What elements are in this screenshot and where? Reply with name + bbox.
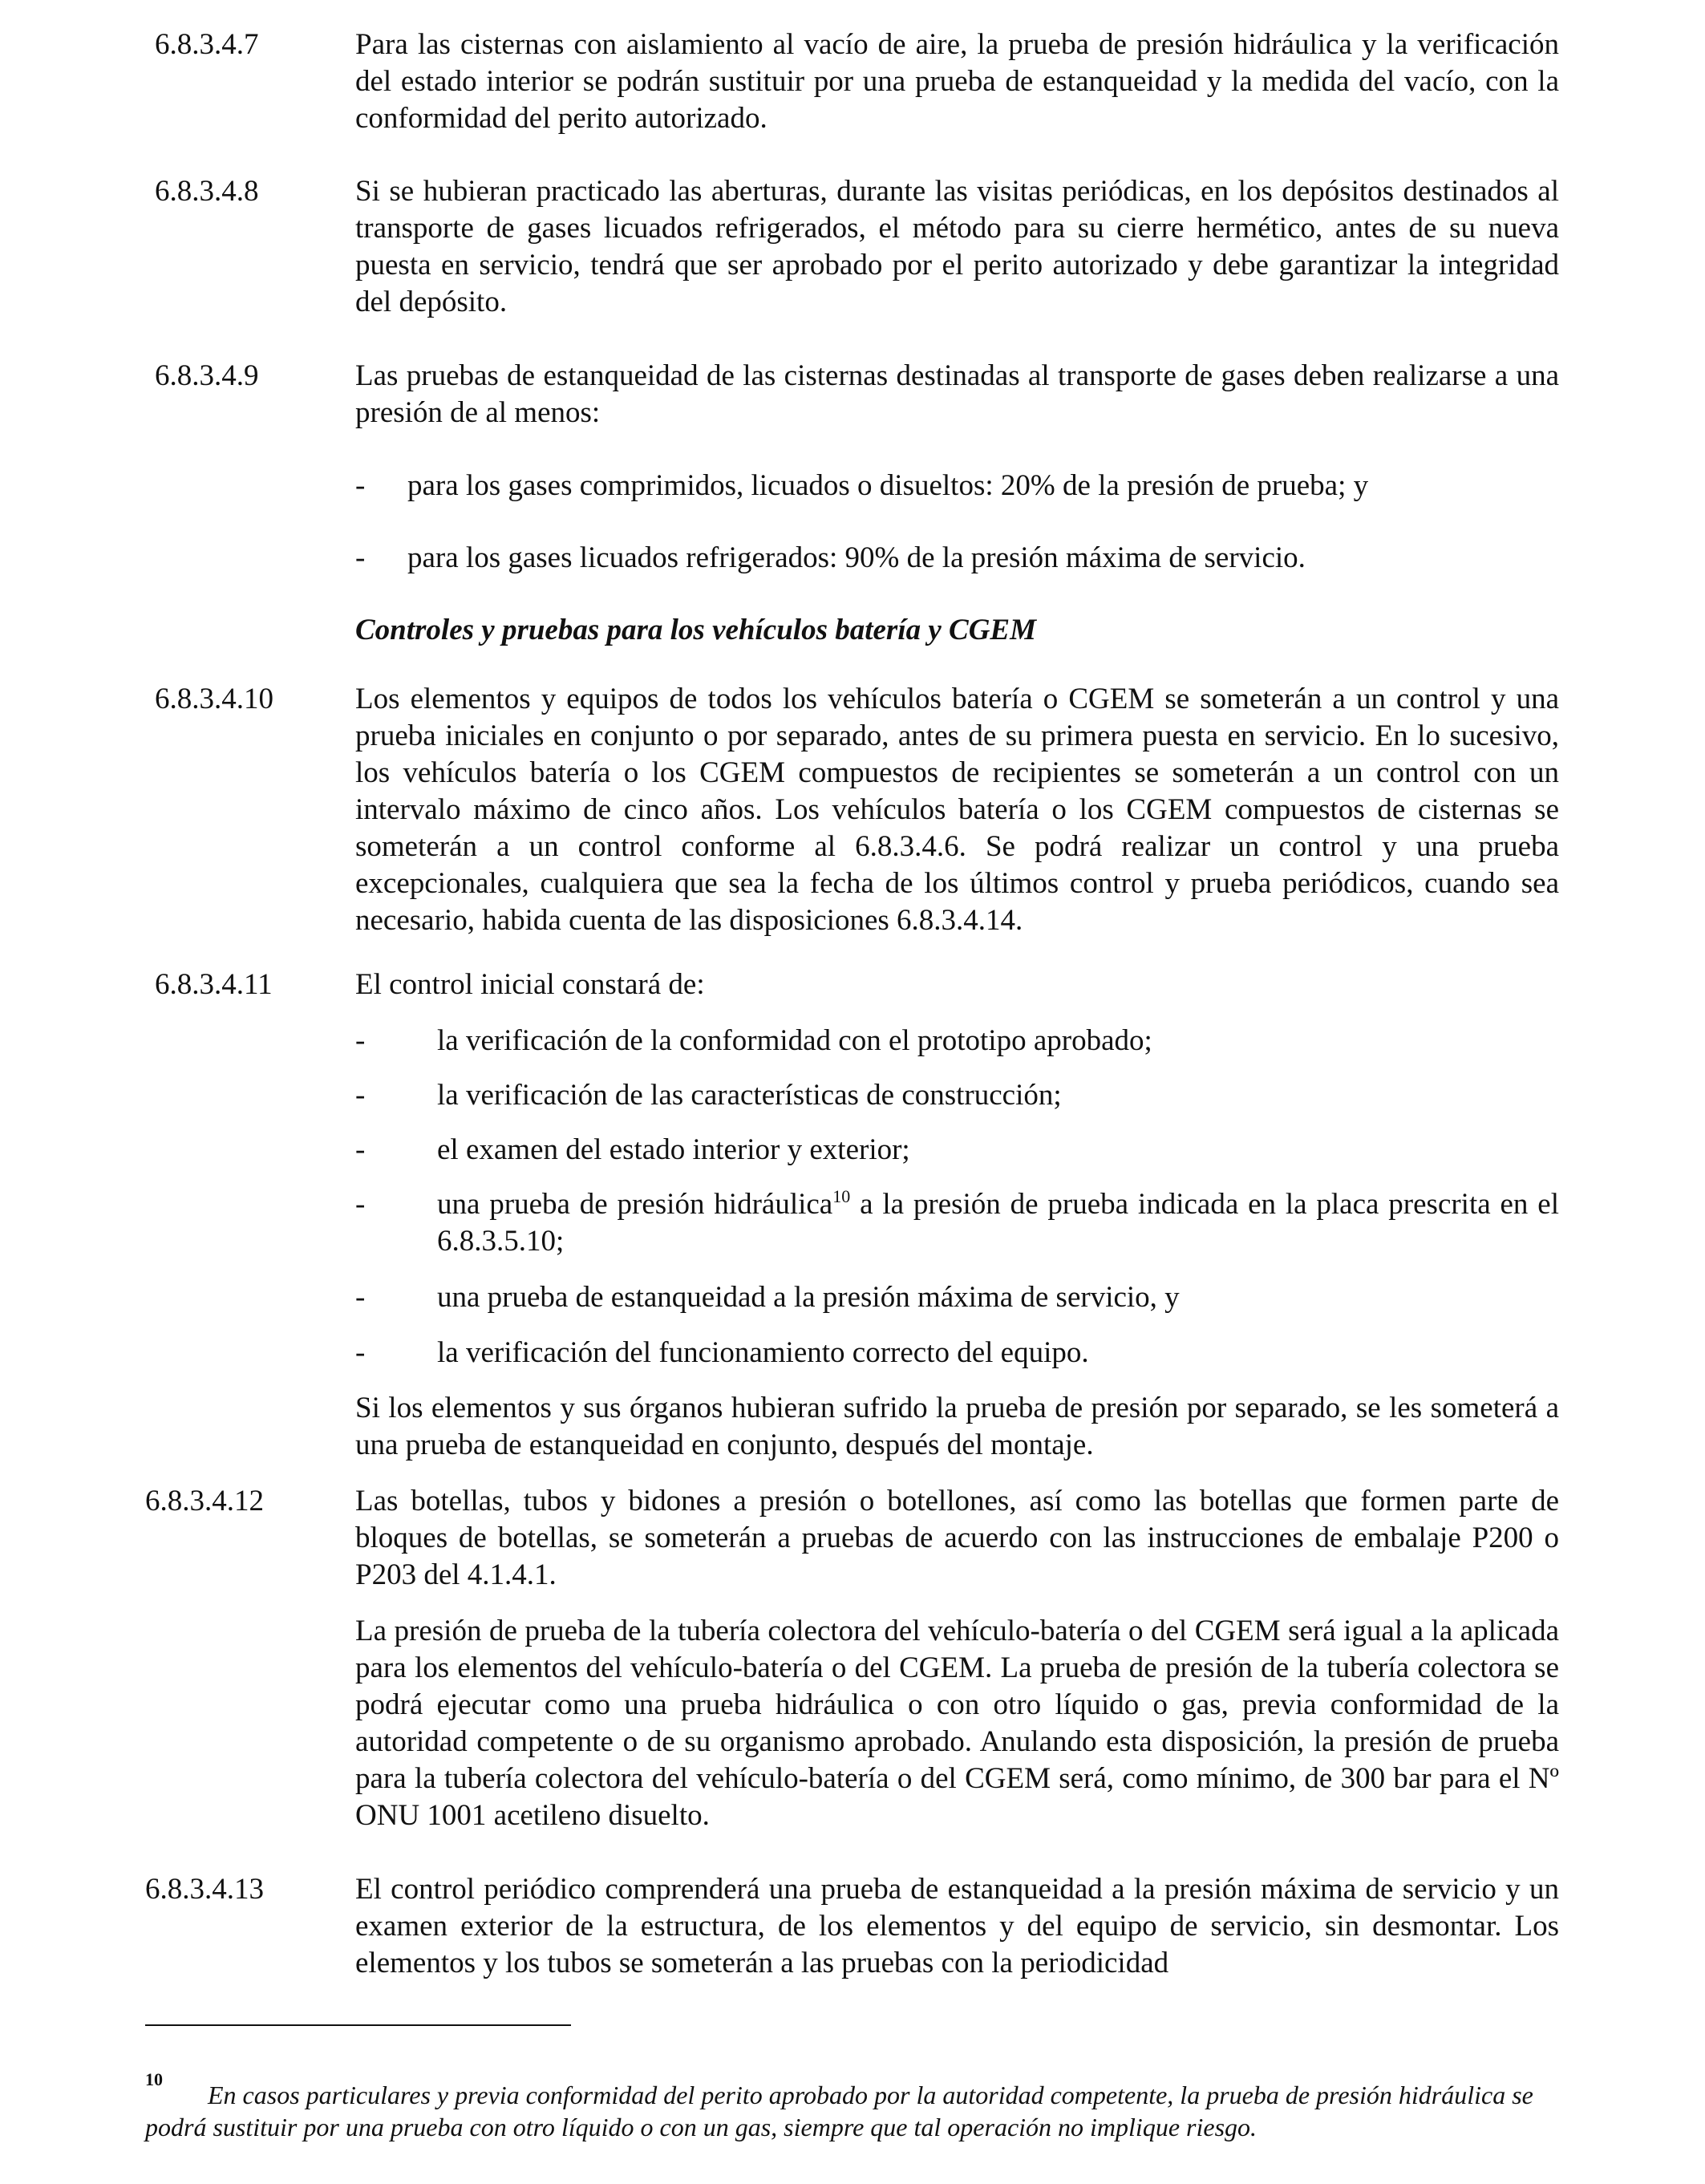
section-number: 6.8.3.4.7 xyxy=(155,28,259,61)
list-item xyxy=(437,1186,1559,1260)
section-number: 6.8.3.4.8 xyxy=(155,175,259,208)
footnote-separator xyxy=(145,2024,571,2026)
section-number: 6.8.3.4.13 xyxy=(145,1873,264,1906)
list-item: para los gases licuados refrigerados: 90% de la presión máxima de servicio. xyxy=(407,541,1306,574)
section-number: 6.8.3.4.12 xyxy=(145,1485,264,1517)
footnote-number: 10 xyxy=(145,2069,163,2089)
footnote-reference[interactable]: 10 xyxy=(832,1186,851,1206)
list-item-text-continued: a la presión de prueba indicada en la placa prescrita en el 6.8.3.5.10; xyxy=(437,1188,1559,1258)
section-text: Para las cisternas con aislamiento al vacío de aire, la prueba de presión hidráulica y la verificación del estado interior se podrán sustituir por una prueba de estanqueidad y la medida del vacío, con la conformidad del perito autorizado. xyxy=(355,28,1559,135)
list-item: para los gases comprimidos, licuados o disueltos: 20% de la presión de prueba; y xyxy=(407,469,1369,502)
section-text: El control inicial constará de: xyxy=(355,968,705,1001)
list-item: la verificación de la conformidad con el prototipo aprobado; xyxy=(437,1024,1152,1057)
list-marker: - xyxy=(355,1336,366,1369)
list-item: el examen del estado interior y exterior; xyxy=(437,1133,910,1166)
footnote-text: En casos particulares y previa conformidad del perito aprobado por la autoridad competente, la prueba de presión hidráulica se podrá sustituir por una prueba con otro líquido o con un gas, siempre que tal operación no implique riesgo. xyxy=(145,2081,1533,2141)
section-number: 6.8.3.4.11 xyxy=(155,968,273,1001)
list-marker: - xyxy=(355,1133,366,1166)
list-marker: - xyxy=(355,1024,366,1057)
list-item-text: una prueba de presión hidráulica xyxy=(437,1188,833,1221)
section-text: Las botellas, tubos y bidones a presión o botellones, así como las botellas que formen parte de bloques de botellas, se someterán a pruebas de acuerdo con las instrucciones de embalaje P200 o P203 del 4.1.4.1. xyxy=(355,1485,1559,1591)
list-item: una prueba de estanqueidad a la presión máxima de servicio, y xyxy=(437,1281,1180,1314)
list-marker: - xyxy=(355,1281,366,1314)
section-number: 6.8.3.4.9 xyxy=(155,359,259,392)
section-paragraph: La presión de prueba de la tubería colectora del vehículo-batería o del CGEM será igual a la aplicada para los elementos del vehículo-batería o del CGEM. La prueba de presión de la tubería colectora se podrá ejecutar como una prueba hidráulica o con otro líquido o gas, previa conformidad de la autoridad competente o de su organismo aprobado. Anulando esta disposición, la presión de prueba para la tubería colectora del vehículo-batería o del CGEM será, como mínimo, de 300 bar para el Nº ONU 1001 acetileno disuelto. xyxy=(355,1615,1559,1832)
list-item: la verificación de las características de construcción; xyxy=(437,1079,1062,1112)
section-paragraph: Si los elementos y sus órganos hubieran sufrido la prueba de presión por separado, se les someterá a una prueba de estanqueidad en conjunto, después del montaje. xyxy=(355,1392,1559,1461)
section-text: Las pruebas de estanqueidad de las cisternas destinadas al transporte de gases deben realizarse a una presión de al menos: xyxy=(355,359,1559,429)
list-item: la verificación del funcionamiento correcto del equipo. xyxy=(437,1336,1089,1369)
list-marker: - xyxy=(355,541,366,574)
section-text: Si se hubieran practicado las aberturas, durante las visitas periódicas, en los depósitos destinados al transporte de gases licuados refrigerados, el método para su cierre hermético, antes de su nueva puesta en servicio, tendrá que ser aprobado por el perito autorizado y debe garantizar la integridad del depósito. xyxy=(355,175,1559,318)
section-heading: Controles y pruebas para los vehículos batería y CGEM xyxy=(355,614,1036,646)
section-text: Los elementos y equipos de todos los vehículos batería o CGEM se someterán a un control y una prueba iniciales en conjunto o por separado, antes de su primera puesta en servicio. En lo sucesivo, los vehículos batería o los CGEM compuestos de recipientes se someterán a un control con un intervalo máximo de cinco años. Los vehículos batería o los CGEM compuestos de cisternas se someterán a un control conforme al 6.8.3.4.6. Se podrá realizar un control y una prueba excepcionales, cualquiera que sea la fecha de los últimos control y prueba periódicos, cuando sea necesario, habida cuenta de las disposiciones 6.8.3.4.14. xyxy=(355,683,1559,937)
section-number: 6.8.3.4.10 xyxy=(155,683,273,715)
section-text: El control periódico comprenderá una prueba de estanqueidad a la presión máxima de servicio y un examen exterior de la estructura, de los elementos y del equipo de servicio, sin desmontar. Los elementos y los tubos se someterán a las pruebas con la periodicidad xyxy=(355,1873,1559,1979)
list-marker: - xyxy=(355,1079,366,1112)
list-marker: - xyxy=(355,469,366,502)
list-marker: - xyxy=(355,1188,366,1221)
